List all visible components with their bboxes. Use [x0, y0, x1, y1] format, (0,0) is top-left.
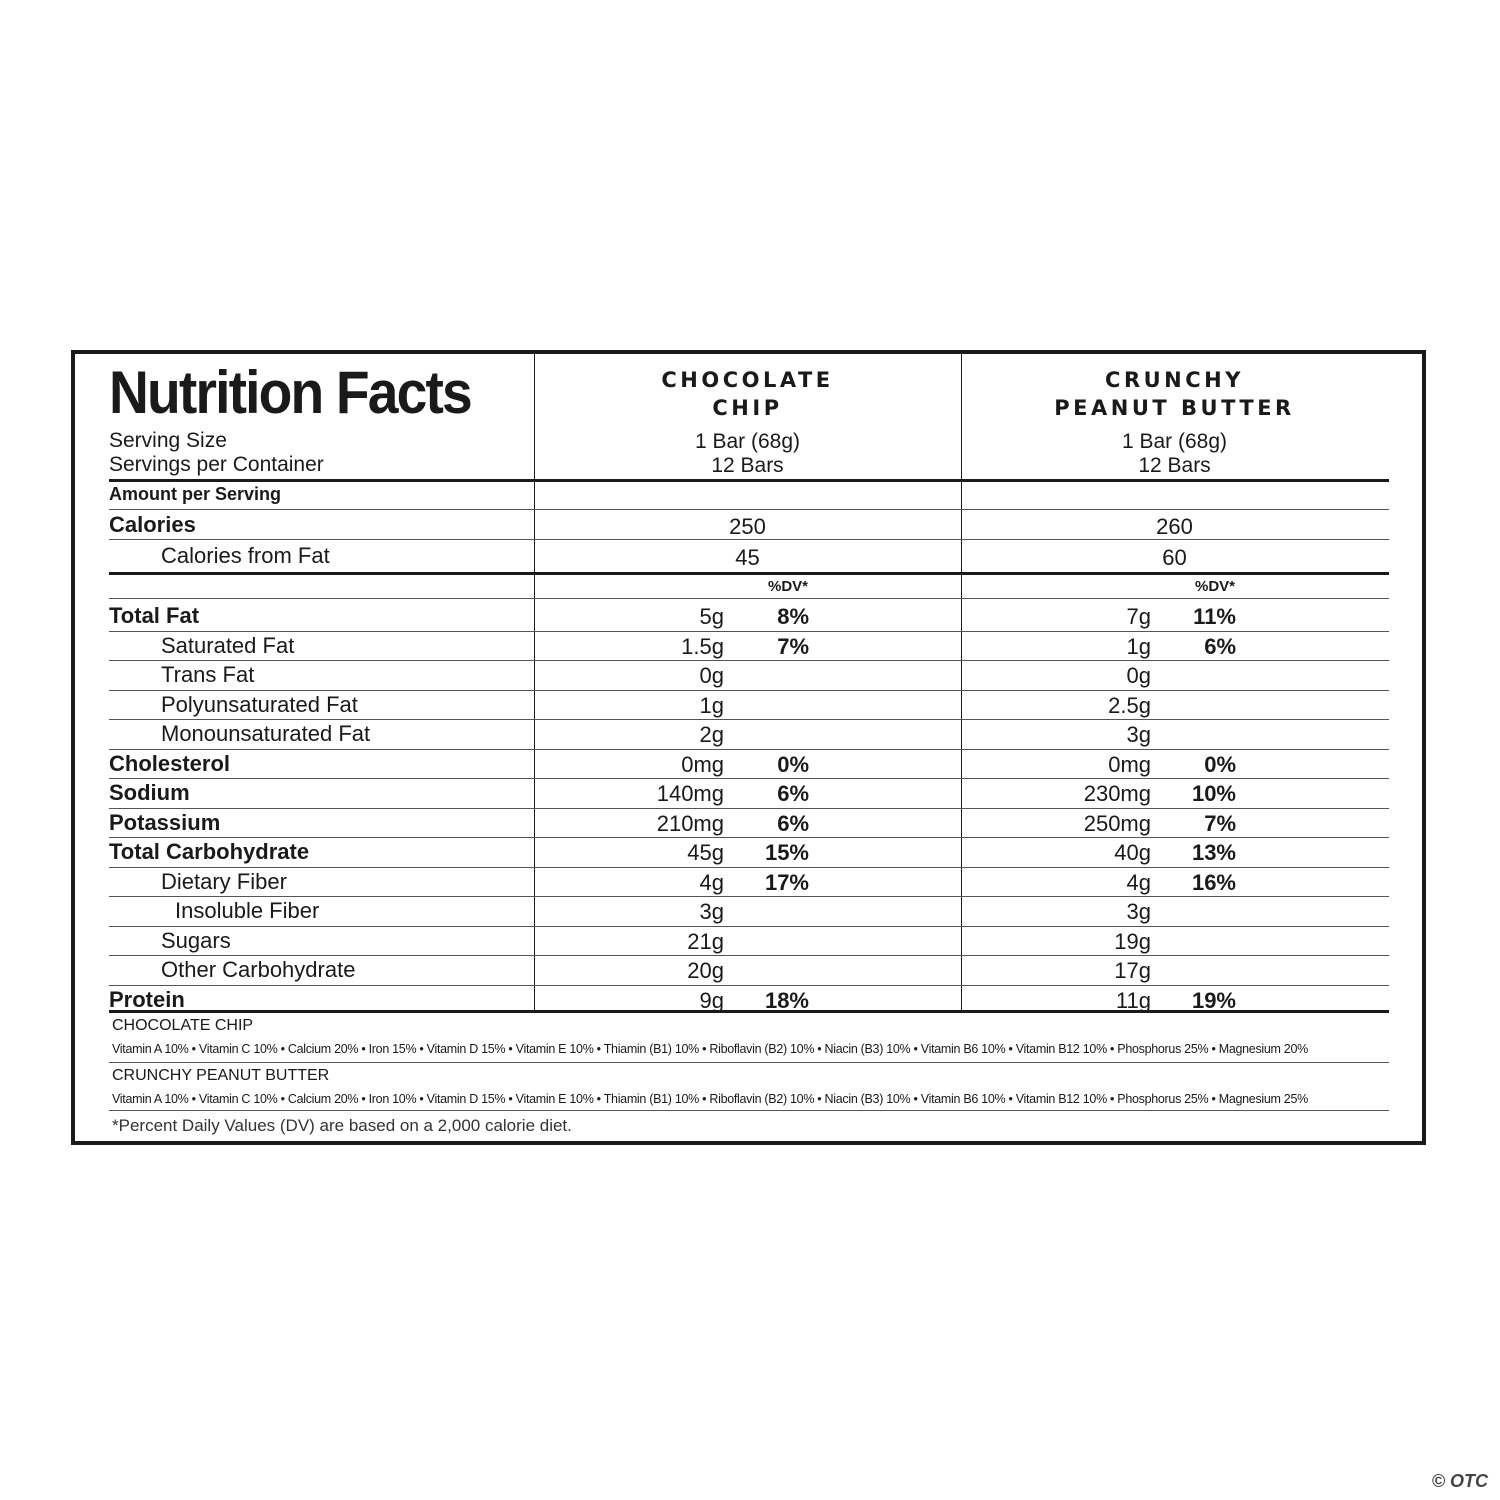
nutrient-amount: 40g — [1114, 840, 1151, 865]
nutrient-label: Potassium — [109, 809, 221, 835]
serving-size-label: Serving Size — [109, 429, 227, 452]
nutrient-label: Sugars — [161, 927, 231, 953]
nutrient-dv: 7% — [777, 633, 809, 659]
nutrient-amount: 4g — [1126, 869, 1151, 895]
nutrient-label: Dietary Fiber — [161, 868, 287, 894]
footnote: *Percent Daily Values (DV) are based on a 2,000 calorie diet. — [112, 1116, 572, 1135]
row-divider — [109, 926, 1389, 927]
column-header-line: CHIP — [712, 396, 783, 420]
nutrient-amount: 9g — [699, 987, 724, 1013]
nutrient-amount: 19g — [1114, 928, 1151, 954]
nutrient-label: Sodium — [109, 780, 190, 805]
nutrient-amount: 3g — [1126, 722, 1151, 747]
nutrient-amount: 0mg — [681, 751, 724, 777]
nutrient-dv: 6% — [777, 810, 809, 836]
row-divider — [109, 1062, 1389, 1063]
row-divider — [109, 631, 1389, 632]
nutrient-amount: 210mg — [656, 810, 724, 836]
nutrient-amount: 7g — [1126, 604, 1151, 629]
nutrient-dv: 16% — [1191, 869, 1236, 895]
amount-per-serving-label: Amount per Serving — [109, 484, 282, 504]
nutrient-amount: 4g — [699, 869, 724, 895]
row-divider — [109, 749, 1389, 750]
section-divider — [109, 1010, 1389, 1013]
servings-value: 12 Bars — [711, 454, 784, 477]
row-divider — [109, 896, 1389, 897]
column-header-line: PEANUT BUTTER — [1054, 396, 1295, 420]
servings-per-container-label: Servings per Container — [109, 453, 324, 476]
nutrient-amount: 3g — [1126, 899, 1151, 924]
dv-header: %DV* — [767, 578, 808, 595]
nutrient-dv: 17% — [764, 869, 809, 895]
nutrient-dv: 6% — [1204, 633, 1236, 659]
section-divider — [109, 479, 1389, 482]
vitamin-list: Vitamin A 10% • Vitamin C 10% • Calcium 20% • Iron 10% • Vitamin D 15% • Vitamin E 10% • Thiamin (B1) 10% • Riboflavin (B2) 10% • Niacin (B3) 10% • Vitamin B6 10% • Vitamin B12 10% • Phosphorus 25% • Magnesium 25% — [112, 1092, 1308, 1106]
nutrient-label: Saturated Fat — [161, 632, 295, 658]
nutrient-amount: 1g — [1126, 633, 1151, 659]
column-header-chocolate-chip — [534, 366, 961, 422]
row-divider — [109, 690, 1389, 691]
row-divider — [109, 867, 1389, 868]
serving-size-value: 1 Bar (68g) — [694, 430, 801, 453]
row-divider — [109, 539, 1389, 540]
row-divider — [109, 837, 1389, 838]
nutrient-amount: 0g — [1126, 663, 1151, 688]
servings-value: 12 Bars — [1138, 454, 1211, 477]
column-header-crunchy-peanut-butter — [961, 366, 1388, 422]
nutrient-amount: 140mg — [656, 781, 724, 806]
nutrient-amount: 0g — [699, 663, 724, 688]
nutrient-label: Total Fat — [109, 603, 200, 628]
nutrient-label: Cholesterol — [109, 750, 231, 776]
nutrient-dv: 7% — [1204, 810, 1236, 836]
nutrient-dv: 10% — [1191, 781, 1236, 806]
calories-from-fat-label: Calories from Fat — [161, 543, 330, 568]
nutrient-amount: 45g — [687, 840, 724, 865]
row-divider — [109, 985, 1389, 986]
row-divider — [109, 660, 1389, 661]
vitamin-list: Vitamin A 10% • Vitamin C 10% • Calcium 20% • Iron 15% • Vitamin D 15% • Vitamin E 10% • Thiamin (B1) 10% • Riboflavin (B2) 10% • Niacin (B3) 10% • Vitamin B6 10% • Vitamin B12 10% • Phosphorus 25% • Magnesium 20% — [112, 1042, 1308, 1056]
nutrient-dv: 18% — [764, 987, 809, 1013]
row-divider — [109, 598, 1389, 599]
nutrient-amount: 250mg — [1083, 810, 1151, 836]
nutrient-dv: 6% — [777, 781, 809, 806]
row-divider — [109, 778, 1389, 779]
nutrient-label: Trans Fat — [161, 662, 255, 687]
nutrient-amount: 0mg — [1108, 751, 1151, 777]
nutrient-amount: 5g — [699, 604, 724, 629]
nutrient-label: Polyunsaturated Fat — [161, 691, 358, 717]
nutrient-amount: 3g — [699, 899, 724, 924]
nutrient-amount: 21g — [687, 928, 724, 954]
nutrient-label: Insoluble Fiber — [175, 898, 320, 923]
nutrient-dv: 15% — [764, 840, 809, 865]
calories-value: 260 — [1156, 514, 1193, 539]
row-divider — [109, 1110, 1389, 1111]
row-divider — [109, 808, 1389, 809]
vitamin-section-title: CHOCOLATE CHIP — [112, 1017, 254, 1034]
nutrient-label: Monounsaturated Fat — [161, 721, 371, 746]
nutrient-dv: 8% — [777, 604, 809, 629]
nutrient-amount: 1.5g — [681, 633, 724, 659]
row-divider — [109, 719, 1389, 720]
calories-from-fat-value: 45 — [735, 545, 760, 570]
column-header-line: CHOCOLATE — [661, 368, 834, 392]
vitamin-section-title: CRUNCHY PEANUT BUTTER — [112, 1067, 330, 1084]
nutrient-label: Total Carbohydrate — [109, 839, 310, 864]
dv-header: %DV* — [1194, 578, 1235, 595]
nutrient-amount: 20g — [687, 958, 724, 983]
page-title: Nutrition Facts — [109, 359, 471, 426]
nutrient-dv: 0% — [777, 751, 809, 777]
nutrient-dv: 13% — [1191, 840, 1236, 865]
calories-from-fat-value: 60 — [1162, 545, 1187, 570]
nutrient-amount: 17g — [1114, 958, 1151, 983]
nutrient-amount: 2.5g — [1108, 692, 1151, 718]
section-divider — [109, 572, 1389, 575]
serving-size-value: 1 Bar (68g) — [1121, 430, 1228, 453]
nutrient-label: Protein — [109, 986, 185, 1012]
watermark-logo: © OTC — [1431, 1471, 1488, 1491]
nutrient-dv: 11% — [1193, 604, 1236, 629]
nutrient-label: Other Carbohydrate — [161, 957, 356, 982]
nutrient-amount: 1g — [699, 692, 724, 718]
nutrient-amount: 2g — [699, 722, 724, 747]
nutrient-dv: 19% — [1191, 987, 1236, 1013]
row-divider — [109, 955, 1389, 956]
nutrient-dv: 0% — [1204, 751, 1236, 777]
column-header-line: CRUNCHY — [1105, 368, 1244, 392]
nutrient-amount: 11g — [1115, 987, 1151, 1013]
calories-label: Calories — [109, 512, 196, 537]
nutrition-facts-panel — [71, 350, 1426, 1145]
nutrient-amount: 230mg — [1083, 781, 1151, 806]
calories-value: 250 — [729, 514, 766, 539]
row-divider — [109, 509, 1389, 510]
